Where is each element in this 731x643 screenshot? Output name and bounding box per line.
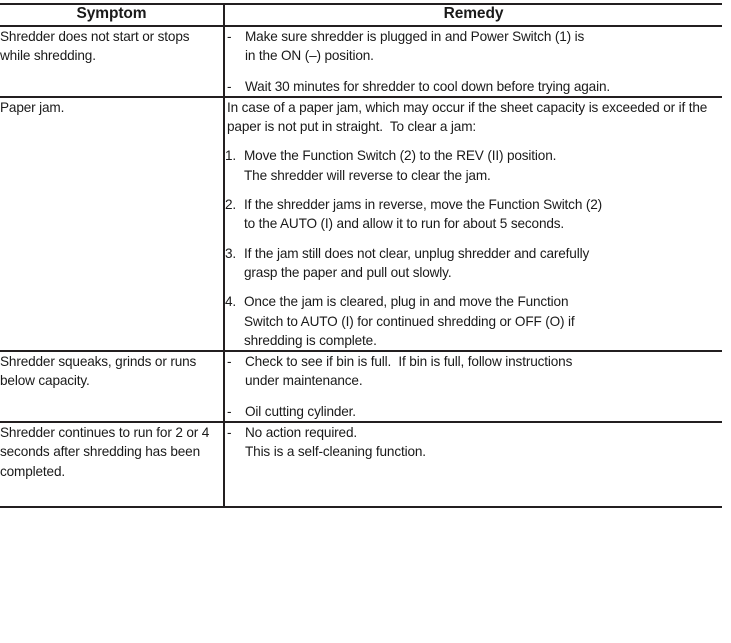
list-item-number: 3. [225, 245, 237, 261]
list-item-line: grasp the paper and pull out slowly. [244, 264, 452, 280]
list-item-line: under maintenance. [245, 373, 363, 389]
symptom-cell: Shredder squeaks, grinds or runs below capacity. [0, 351, 224, 422]
list-item [225, 352, 722, 391]
list-item-line: The shredder will reverse to clear the jam. [244, 167, 491, 183]
table-row [0, 26, 722, 97]
table-row [0, 97, 722, 351]
symptom-cell: Shredder continues to run for 2 or 4 seconds after shredding has been completed. [0, 422, 224, 507]
list-item-line: No action required. [245, 425, 358, 441]
list-item [225, 244, 722, 283]
table-body [0, 26, 722, 507]
table-row [0, 422, 722, 507]
list-item-line: Move the Function Switch (2) to the REV (II) position. [244, 148, 557, 164]
list-item-line: Once the jam is cleared, plug in and move the Function [244, 294, 569, 310]
remedy-numbered-list [225, 146, 722, 350]
list-item-line: to the AUTO (I) and allow it to run for about 5 seconds. [244, 216, 565, 232]
symptom-cell: Shredder does not start or stops while shredding. [0, 26, 224, 97]
table-row [0, 351, 722, 422]
list-item-line: Make sure shredder is plugged in and Power Switch (1) is [245, 29, 585, 44]
dash-bullet-icon: - [227, 29, 232, 44]
remedy-intro-paragraph: In case of a paper jam, which may occur if the sheet capacity is exceeded or if the paper is not put in straight. To clear a jam: [227, 99, 711, 135]
remedy-cell [224, 422, 722, 507]
dash-bullet-icon: - [227, 425, 232, 441]
list-item-number: 4. [225, 294, 237, 310]
list-item [225, 77, 722, 96]
list-item-number: 2. [225, 197, 237, 213]
remedy-dash-list [225, 423, 722, 462]
symptom-cell: Paper jam. [0, 97, 224, 351]
header-row [0, 4, 722, 26]
remedy-dash-list [225, 352, 722, 421]
list-item-number: 1. [225, 148, 237, 164]
list-item-line: Oil cutting cylinder. [245, 403, 356, 419]
list-item-line: If the shredder jams in reverse, move the Function Switch (2) [244, 197, 603, 213]
list-item [225, 423, 722, 462]
list-item [225, 292, 722, 350]
list-item [225, 402, 722, 421]
remedy-cell [224, 26, 722, 97]
column-header-symptom: Symptom [0, 4, 224, 26]
remedy-dash-list [225, 27, 722, 96]
list-item-line: Switch to AUTO (I) for continued shredding or OFF (O) if [244, 313, 575, 329]
dash-bullet-icon: - [227, 354, 232, 370]
list-item-line: If the jam still does not clear, unplug shredder and carefully [244, 245, 590, 261]
list-item [225, 195, 722, 234]
list-item [225, 146, 722, 185]
troubleshooting-table [0, 3, 722, 508]
list-item [225, 27, 722, 66]
column-header-remedy: Remedy [224, 4, 722, 26]
list-item-line: shredding is complete. [244, 332, 377, 348]
remedy-cell [224, 97, 722, 351]
list-item-line: This is a self-cleaning function. [245, 444, 426, 460]
table-header [0, 4, 722, 26]
dash-bullet-icon: - [227, 78, 232, 94]
list-item-line: Wait 30 minutes for shredder to cool down before trying again. [245, 78, 610, 94]
dash-bullet-icon: - [227, 403, 232, 419]
list-item-line: in the ON (–) position. [245, 48, 374, 64]
list-item-line: Check to see if bin is full. If bin is full, follow instructions [245, 354, 573, 370]
remedy-cell [224, 351, 722, 422]
